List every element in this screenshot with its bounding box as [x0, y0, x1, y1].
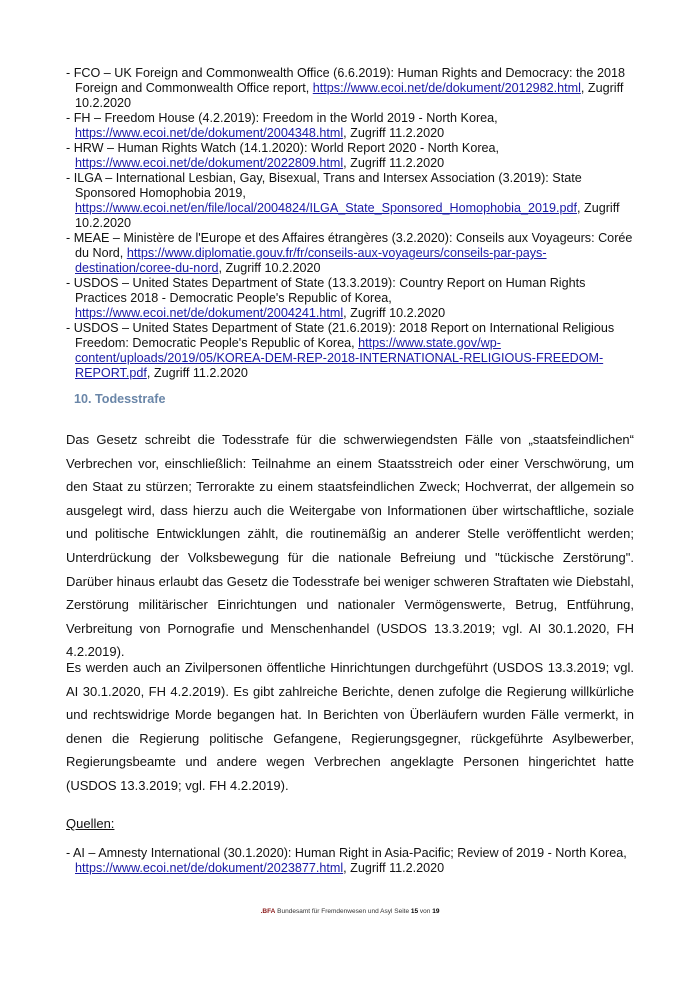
page-total: 19 [432, 908, 440, 915]
page-footer: .BFA Bundesamt für Fremdenwesen und Asyl Seite 15 von 19 [260, 908, 440, 915]
reference-item: - USDOS – United States Department of State (21.6.2019): 2018 Report on International Religious Freedom: Democratic People's Republic of Korea, https://www.state.gov/wp-content/uploads/2019/05/KOREA-DEM-REP-2018-INTERNATIONAL-RELIGIOUS-FREEDOM-REPORT.pdf, Zugriff 11.2.2020 [66, 321, 615, 380]
reference-link[interactable]: https://www.state.gov/wp-content/uploads/2019/05/KOREA-DEM-REP-2018-INTERNATIONAL-RELIGIOUS-FREEDOM-REPORT.pdf [75, 336, 604, 380]
reference-link[interactable]: https://www.diplomatie.gouv.fr/fr/conseils-aux-voyageurs/conseils-par-pays-destination/coree-du-nord [75, 246, 547, 275]
reference-link[interactable]: https://www.ecoi.net/en/file/local/2004824/ILGA_State_Sponsored_Homophobia_2019.pdf [75, 201, 577, 215]
reference-item: - HRW – Human Rights Watch (14.1.2020): World Report 2020 - North Korea, https://www.ecoi.net/de/dokument/2022809.html, Zugriff 11.2.2020 [66, 141, 500, 170]
body-paragraph: Es werden auch an Zivilpersonen öffentliche Hinrichtungen durchgeführt (USDOS 13.3.2019; vgl. AI 30.1.2020, FH 4.2.2019). Es gibt zahlreiche Berichte, denen zufolge die Regierung willkürliche und rechtswidrige Morde begangen hat. In Berichten von Überläufern wurden Fälle vermerkt, in denen die Regierung politische Gefangene, Regierungsgegner, rückgeführte Asylbewerber, Regierungsbeamte und andere wegen Verbrechen angeklagte Personen hingerichtet hatte (USDOS 13.3.2019; vgl. FH 4.2.2019). [66, 660, 634, 793]
reference-item: - ILGA – International Lesbian, Gay, Bisexual, Trans and Intersex Association (3.2019): State Sponsored Homophobia 2019, https://www.ecoi.net/en/file/local/2004824/ILGA_State_Sponsored_Homophobia_2019.pdf, Zugriff 10.2.2020 [66, 171, 620, 230]
reference-item: - AI – Amnesty International (30.1.2020): Human Right in Asia-Pacific; Review of 2019 - North Korea, https://www.ecoi.net/de/dokument/2023877.html, Zugriff 11.2.2020 [66, 846, 627, 875]
reference-link[interactable]: https://www.ecoi.net/de/dokument/2004348.html [75, 126, 344, 140]
sources-label: Quellen: [66, 816, 115, 831]
page-number: 15 [410, 908, 419, 915]
reference-link[interactable]: https://www.ecoi.net/de/dokument/2022809.html [75, 156, 344, 170]
reference-link[interactable]: https://www.ecoi.net/de/dokument/2012982.html [312, 81, 581, 95]
source-list [66, 846, 638, 876]
reference-item: - USDOS – United States Department of State (13.3.2019): Country Report on Human Rights Practices 2018 - Democratic People's Republic of Korea, https://www.ecoi.net/de/dokument/2004241.html, Zugriff 10.2.2020 [66, 276, 586, 320]
reference-link[interactable]: https://www.ecoi.net/de/dokument/2023877.html [75, 861, 344, 875]
section-heading: 10. Todesstrafe [74, 392, 166, 406]
reference-item: - FH – Freedom House (4.2.2019): Freedom in the World 2019 - North Korea, https://www.ecoi.net/de/dokument/2004348.html, Zugriff 11.2.2020 [66, 111, 498, 140]
reference-list [66, 66, 638, 381]
reference-item: - FCO – UK Foreign and Commonwealth Office (6.6.2019): Human Rights and Democracy: the 2018 Foreign and Commonwealth Office report, https://www.ecoi.net/de/dokument/2012982.html, Zugriff 10.2.2020 [66, 66, 626, 110]
body-paragraph: Das Gesetz schreibt die Todesstrafe für die schwerwiegendsten Fälle von „staatsfeindlichen“ Verbrechen vor, einschließlich: Teilnahme an einem Staatsstreich oder einer Verschwörung, um den Staat zu stürzen; Terrorakte zu einem staatsfeindlichen Zweck; Hochverrat, der allgemein so ausgelegt wird, dass hierzu auch die Weitergabe von Informationen über wirtschaftliche, soziale und politische Entwicklungen zählt, die routinemäßig an anderer Stelle veröffentlicht werden; Unterdrückung der Volksbewegung für die nationale Befreiung und "tückische Zerstörung". Darüber hinaus erlaubt das Gesetz die Todesstrafe bei weniger schweren Straftaten wie Diebstahl, Zerstörung militärischer Einrichtungen und nationaler Vermögenswerte, Betrug, Entführung, Verbreitung von Pornografie und Menschenhandel (USDOS 13.3.2019; vgl. AI 30.1.2020, FH 4.2.2019). [66, 432, 634, 660]
reference-link[interactable]: https://www.ecoi.net/de/dokument/2004241.html [75, 306, 344, 320]
bfa-logo: .BFA [260, 908, 276, 915]
reference-item: - MEAE – Ministère de l'Europe et des Affaires étrangères (3.2.2020): Conseils aux Voyageurs: Corée du Nord, https://www.diplomatie.gouv.fr/fr/conseils-aux-voyageurs/conseils-par-pays-destination/coree-du-nord, Zugriff 10.2.2020 [66, 231, 633, 275]
